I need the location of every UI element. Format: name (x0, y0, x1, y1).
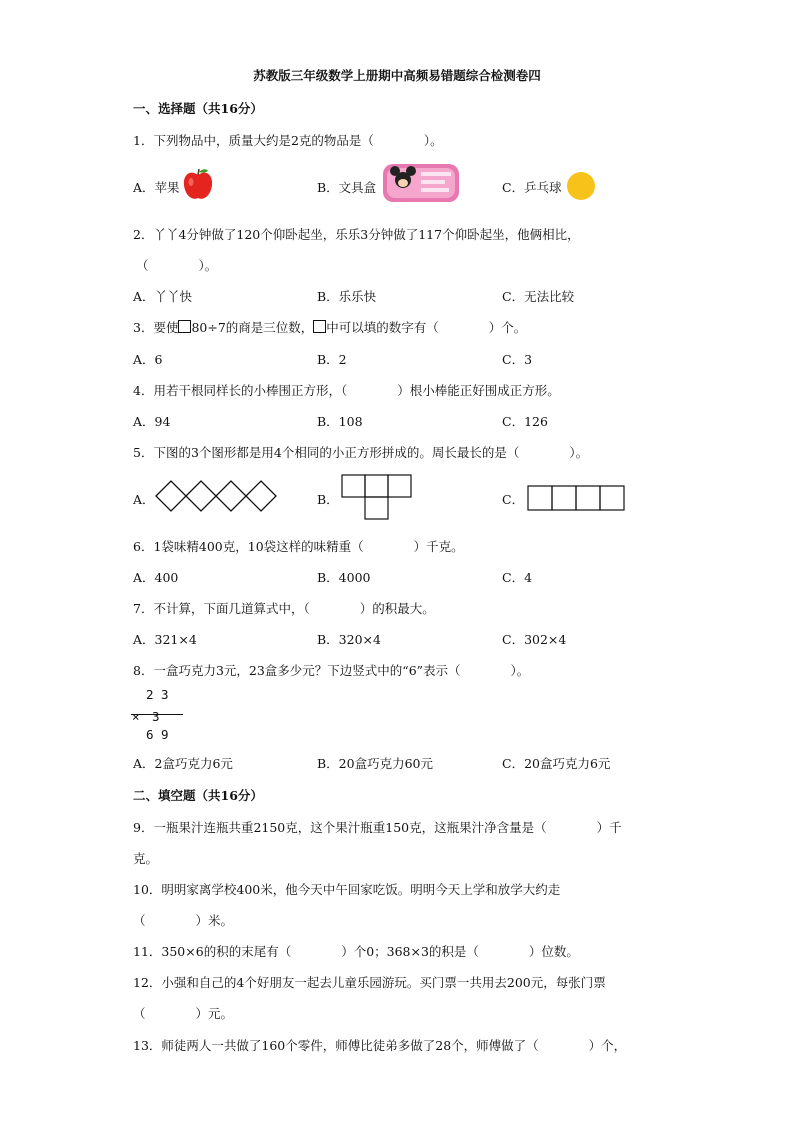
blank-box (313, 320, 326, 333)
four-diamonds-figure (154, 479, 284, 513)
q8-calc-rule (131, 714, 183, 715)
q9-line-1: 9．一瓶果汁连瓶共重2150克，这个果汁瓶重150克，这瓶果汁净含量是（ ）千 (133, 820, 622, 835)
q11-line-1: 11．350×6的积的末尾有（ ）个0；368×3的积是（ ）位数。 (133, 944, 579, 959)
q8-option-b: B．20盒巧克力60元 (317, 756, 433, 771)
q7-option-c: C．302×4 (502, 632, 567, 647)
q8-stem: 8．一盒巧克力3元，23盒多少元？下边竖式中的“6”表示（ ）。 (133, 663, 530, 678)
q6-option-c: C．4 (502, 570, 533, 585)
apple-image (181, 167, 215, 203)
pencil-box-image (381, 158, 463, 208)
q10-line-1: 10．明明家离学校400米，他今天中午回家吃饭。明明今天上学和放学大约走 (133, 882, 561, 897)
q10-line-2: （ ）米。 (133, 913, 234, 928)
q5-option-a: A． (133, 492, 155, 507)
q8-calc-row-3: 6 9 (146, 727, 169, 742)
q9-line-2: 克。 (133, 851, 159, 866)
q3-stem-pre: 3．要使 (133, 320, 179, 335)
q5-option-c: C． (502, 492, 525, 507)
t-shape-figure (340, 473, 412, 523)
section-2-heading: 二、填空题（共16分） (133, 788, 263, 803)
q3-stem-post: 中可以填的数字有（ ）个。 (326, 320, 527, 335)
q13-line-1: 13．师徒两人一共做了160个零件，师傅比徒弟多做了28个，师傅做了（ ）个， (133, 1038, 627, 1053)
q3-option-c: C．3 (502, 352, 533, 367)
q7-option-a: A．321×4 (133, 632, 197, 647)
q4-option-b: B．108 (317, 414, 363, 429)
q4-option-c: C．126 (502, 414, 548, 429)
q2-option-b: B．乐乐快 (317, 289, 377, 304)
q12-line-1: 12．小强和自己的4个好朋友一起去儿童乐园游玩。买门票一共用去200元，每张门票 (133, 975, 606, 990)
q1-option-b: B．文具盒 (317, 180, 377, 195)
row-of-squares-figure (526, 484, 628, 514)
q7-stem: 7．不计算，下面几道算式中，（ ）的积最大。 (133, 601, 435, 616)
q4-option-a: A．94 (133, 414, 171, 429)
blank-box (178, 320, 191, 333)
q6-option-a: A．400 (133, 570, 179, 585)
page-title: 苏教版三年级数学上册期中高频易错题综合检测卷四 (253, 68, 541, 83)
q2-option-a: A．丫丫快 (133, 289, 193, 304)
q1-stem: 1．下列物品中，质量大约是2克的物品是（ ）。 (133, 133, 443, 148)
q12-line-2: （ ）元。 (133, 1006, 234, 1021)
q3-stem (133, 318, 526, 336)
ping-pong-ball-image (565, 170, 597, 202)
q7-option-b: B．320×4 (317, 632, 381, 647)
q2-option-c: C．无法比较 (502, 289, 575, 304)
q5-option-b: B． (317, 492, 339, 507)
q6-stem: 6．1袋味精400克，10袋这样的味精重（ ）千克。 (133, 539, 464, 554)
q8-option-c: C．20盒巧克力6元 (502, 756, 611, 771)
q4-stem: 4．用若干根同样长的小棒围正方形，（ ）根小棒能正好围成正方形。 (133, 383, 560, 398)
q6-option-b: B．4000 (317, 570, 371, 585)
q3-option-a: A．6 (133, 352, 163, 367)
q1-option-c: C．乒乓球 (502, 180, 562, 195)
q8-calc-row-2: × 3 (132, 709, 160, 724)
q1-option-a: A．苹果 (133, 180, 180, 195)
q8-option-a: A．2盒巧克力6元 (133, 756, 233, 771)
q8-calc-row-1: 2 3 (146, 687, 169, 702)
q5-stem: 5．下图的3个图形都是用4个相同的小正方形拼成的。周长最长的是（ ）。 (133, 445, 589, 460)
section-1-heading: 一、选择题（共16分） (133, 101, 263, 116)
q3-option-b: B．2 (317, 352, 347, 367)
q2-stem: 2．丫丫4分钟做了120个仰卧起坐，乐乐3分钟做了117个仰卧起坐，他俩相比， (133, 227, 580, 242)
q3-stem-mid: 80÷7的商是三位数， (191, 320, 314, 335)
q2-stem-cont: （ ）。 (136, 258, 218, 273)
